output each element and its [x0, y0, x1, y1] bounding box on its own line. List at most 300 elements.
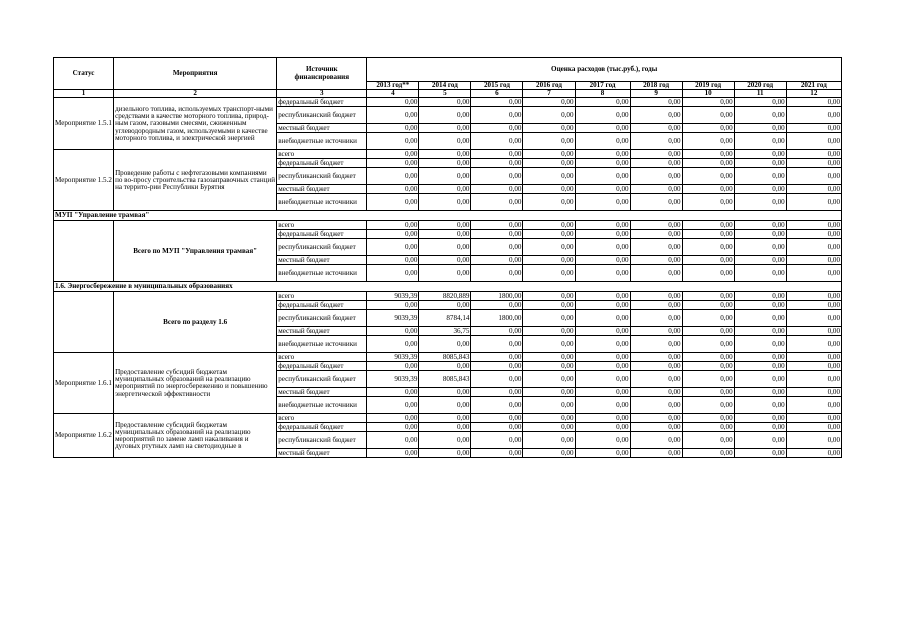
value-cell: 0,00	[575, 362, 630, 371]
value-cell: 0,00	[575, 159, 630, 168]
value-cell: 0,00	[523, 414, 575, 423]
value-cell: 0,00	[523, 124, 575, 133]
value-cell: 0,00	[630, 336, 682, 353]
value-cell: 0,00	[682, 107, 734, 124]
value-cell: 0,00	[734, 388, 786, 397]
value-cell: 0,00	[630, 98, 682, 107]
value-cell: 0,00	[630, 371, 682, 388]
value-cell: 0,00	[786, 310, 841, 327]
value-cell: 0,00	[630, 397, 682, 414]
value-cell: 0,00	[367, 265, 419, 282]
value-cell: 0,00	[682, 414, 734, 423]
value-cell: 0,00	[630, 327, 682, 336]
value-cell: 0,00	[471, 397, 523, 414]
value-cell: 0,00	[575, 327, 630, 336]
table-row	[54, 150, 842, 159]
value-cell: 0,00	[367, 159, 419, 168]
header-year: 2017 год	[575, 82, 630, 90]
activity-cell: дизельного топлива, используемых транспорт-ными средствами в качестве моторного топлива, природ-ным газом, газовыми смесями, сжиженным углеводородным газом, используемыми в качестве моторного топлива, и электрической энергией	[114, 98, 277, 150]
value-cell: 0,00	[575, 150, 630, 159]
value-cell: 0,00	[734, 310, 786, 327]
value-cell: 0,00	[682, 353, 734, 362]
value-cell: 0,00	[367, 301, 419, 310]
source-cell: местный бюджет	[277, 449, 367, 458]
value-cell: 0,00	[575, 336, 630, 353]
value-cell: 0,00	[786, 327, 841, 336]
value-cell: 0,00	[734, 239, 786, 256]
value-cell: 0,00	[419, 388, 471, 397]
value-cell: 0,00	[630, 221, 682, 230]
value-cell: 0,00	[575, 168, 630, 185]
value-cell: 0,00	[575, 292, 630, 301]
value-cell: 0,00	[523, 327, 575, 336]
value-cell: 0,00	[682, 310, 734, 327]
value-cell: 0,00	[471, 414, 523, 423]
source-cell: федеральный бюджет	[277, 301, 367, 310]
value-cell: 0,00	[575, 98, 630, 107]
value-cell: 0,00	[367, 327, 419, 336]
value-cell: 0,00	[471, 256, 523, 265]
value-cell: 0,00	[786, 336, 841, 353]
value-cell: 0,00	[630, 423, 682, 432]
value-cell: 0,00	[523, 449, 575, 458]
column-index: 5	[419, 90, 471, 98]
value-cell: 0,00	[575, 423, 630, 432]
value-cell: 0,00	[367, 423, 419, 432]
value-cell: 0,00	[471, 336, 523, 353]
source-cell: внебюджетные источники	[277, 194, 367, 211]
value-cell: 0,00	[367, 388, 419, 397]
value-cell: 0,00	[419, 301, 471, 310]
value-cell: 0,00	[630, 362, 682, 371]
source-cell: всего	[277, 414, 367, 423]
value-cell: 0,00	[630, 265, 682, 282]
value-cell: 0,00	[682, 292, 734, 301]
value-cell: 0,00	[630, 159, 682, 168]
budget-table	[53, 57, 842, 458]
value-cell: 0,00	[682, 336, 734, 353]
value-cell: 0,00	[419, 98, 471, 107]
source-cell: федеральный бюджет	[277, 230, 367, 239]
value-cell: 0,00	[630, 310, 682, 327]
column-index: 2	[114, 90, 277, 98]
value-cell: 0,00	[682, 230, 734, 239]
value-cell: 0,00	[786, 150, 841, 159]
source-cell: внебюджетные источники	[277, 397, 367, 414]
value-cell: 0,00	[630, 239, 682, 256]
value-cell: 0,00	[630, 301, 682, 310]
value-cell: 0,00	[630, 449, 682, 458]
value-cell: 0,00	[471, 221, 523, 230]
value-cell: 0,00	[471, 327, 523, 336]
value-cell: 0,00	[734, 449, 786, 458]
value-cell: 0,00	[786, 159, 841, 168]
value-cell: 0,00	[523, 265, 575, 282]
value-cell: 0,00	[786, 414, 841, 423]
column-index: 11	[734, 90, 786, 98]
value-cell: 0,00	[367, 397, 419, 414]
value-cell: 0,00	[367, 185, 419, 194]
header-source: Источник финансирования	[277, 58, 367, 90]
source-cell: местный бюджет	[277, 388, 367, 397]
source-cell: республиканский бюджет	[277, 107, 367, 124]
value-cell: 0,00	[523, 239, 575, 256]
value-cell: 0,00	[682, 239, 734, 256]
header-activity: Мероприятия	[114, 58, 277, 90]
table-row	[54, 221, 842, 230]
value-cell: 0,00	[734, 194, 786, 211]
value-cell: 0,00	[786, 230, 841, 239]
value-cell: 0,00	[734, 168, 786, 185]
value-cell: 0,00	[786, 292, 841, 301]
source-cell: всего	[277, 292, 367, 301]
value-cell: 0,00	[682, 168, 734, 185]
value-cell: 0,00	[734, 185, 786, 194]
value-cell: 0,00	[419, 159, 471, 168]
value-cell: 0,00	[682, 327, 734, 336]
value-cell: 0,00	[419, 185, 471, 194]
value-cell: 0,00	[786, 107, 841, 124]
value-cell: 0,00	[471, 432, 523, 449]
value-cell: 0,00	[419, 423, 471, 432]
value-cell: 0,00	[367, 107, 419, 124]
value-cell: 0,00	[734, 327, 786, 336]
value-cell: 0,00	[734, 150, 786, 159]
value-cell: 0,00	[523, 423, 575, 432]
value-cell: 0,00	[471, 449, 523, 458]
value-cell: 0,00	[630, 133, 682, 150]
table-row	[54, 98, 842, 107]
value-cell: 0,00	[575, 388, 630, 397]
activity-cell: Всего по МУП "Управления трамвая"	[114, 221, 277, 282]
value-cell: 0,00	[682, 423, 734, 432]
value-cell: 0,00	[523, 432, 575, 449]
value-cell: 0,00	[471, 301, 523, 310]
value-cell: 36,75	[419, 327, 471, 336]
value-cell: 0,00	[682, 388, 734, 397]
value-cell: 0,00	[523, 310, 575, 327]
column-index: 7	[523, 90, 575, 98]
value-cell: 0,00	[682, 265, 734, 282]
value-cell: 0,00	[471, 98, 523, 107]
value-cell: 0,00	[786, 239, 841, 256]
value-cell: 0,00	[419, 362, 471, 371]
source-cell: республиканский бюджет	[277, 371, 367, 388]
value-cell: 0,00	[471, 150, 523, 159]
value-cell: 0,00	[419, 432, 471, 449]
value-cell: 0,00	[734, 397, 786, 414]
value-cell: 0,00	[575, 133, 630, 150]
section-row	[54, 211, 842, 221]
table-row	[54, 353, 842, 362]
value-cell: 1800,00	[471, 310, 523, 327]
value-cell: 0,00	[734, 336, 786, 353]
value-cell: 0,00	[523, 397, 575, 414]
activity-cell: Проведение работы с нефтегазовыми компаниями по во-просу строительства газозаправочных станций на террито-рии Республики Бурятия	[114, 150, 277, 211]
source-cell: федеральный бюджет	[277, 98, 367, 107]
header-year: 2021 год	[786, 82, 841, 90]
value-cell: 0,00	[786, 98, 841, 107]
header-year: 2016 год	[523, 82, 575, 90]
value-cell: 0,00	[734, 98, 786, 107]
value-cell: 0,00	[367, 336, 419, 353]
value-cell: 0,00	[786, 432, 841, 449]
value-cell: 0,00	[523, 150, 575, 159]
source-cell: всего	[277, 353, 367, 362]
value-cell: 9039,39	[367, 292, 419, 301]
value-cell: 0,00	[734, 230, 786, 239]
value-cell: 0,00	[575, 397, 630, 414]
value-cell: 0,00	[682, 133, 734, 150]
value-cell: 0,00	[419, 194, 471, 211]
value-cell: 0,00	[734, 292, 786, 301]
value-cell: 0,00	[734, 353, 786, 362]
source-cell: федеральный бюджет	[277, 362, 367, 371]
value-cell: 0,00	[367, 168, 419, 185]
value-cell: 0,00	[630, 230, 682, 239]
header-year: 2018 год	[630, 82, 682, 90]
value-cell: 0,00	[471, 194, 523, 211]
value-cell: 0,00	[786, 133, 841, 150]
value-cell: 0,00	[523, 107, 575, 124]
value-cell: 0,00	[419, 256, 471, 265]
value-cell: 0,00	[575, 414, 630, 423]
value-cell: 0,00	[523, 133, 575, 150]
value-cell: 0,00	[734, 221, 786, 230]
value-cell: 8085,843	[419, 371, 471, 388]
budget-table-sheet	[53, 57, 842, 458]
source-cell: внебюджетные источники	[277, 265, 367, 282]
value-cell: 0,00	[786, 397, 841, 414]
source-cell: местный бюджет	[277, 256, 367, 265]
value-cell: 9039,39	[367, 310, 419, 327]
value-cell: 0,00	[630, 194, 682, 211]
value-cell: 0,00	[575, 353, 630, 362]
header-year: 2014 год	[419, 82, 471, 90]
table-row	[54, 414, 842, 423]
value-cell: 0,00	[471, 239, 523, 256]
value-cell: 0,00	[682, 159, 734, 168]
value-cell: 0,00	[630, 388, 682, 397]
value-cell: 0,00	[367, 414, 419, 423]
value-cell: 0,00	[630, 353, 682, 362]
value-cell: 0,00	[367, 194, 419, 211]
value-cell: 0,00	[734, 301, 786, 310]
value-cell: 0,00	[786, 185, 841, 194]
value-cell: 0,00	[734, 423, 786, 432]
column-index: 12	[786, 90, 841, 98]
value-cell: 0,00	[367, 239, 419, 256]
value-cell: 0,00	[575, 301, 630, 310]
value-cell: 0,00	[575, 230, 630, 239]
value-cell: 0,00	[734, 371, 786, 388]
section-title: 1.6. Энергосбережение в муниципальных образованиях	[54, 282, 842, 292]
value-cell: 8085,843	[419, 353, 471, 362]
value-cell: 0,00	[682, 194, 734, 211]
value-cell: 0,00	[734, 265, 786, 282]
value-cell: 0,00	[682, 98, 734, 107]
value-cell: 0,00	[471, 185, 523, 194]
value-cell: 0,00	[419, 124, 471, 133]
value-cell: 0,00	[575, 185, 630, 194]
value-cell: 0,00	[419, 336, 471, 353]
value-cell: 0,00	[523, 256, 575, 265]
value-cell: 0,00	[682, 362, 734, 371]
value-cell: 0,00	[734, 124, 786, 133]
value-cell: 0,00	[419, 239, 471, 256]
column-index: 9	[630, 90, 682, 98]
value-cell: 0,00	[523, 230, 575, 239]
value-cell: 0,00	[523, 194, 575, 211]
value-cell: 0,00	[523, 159, 575, 168]
value-cell: 0,00	[786, 168, 841, 185]
value-cell: 0,00	[682, 449, 734, 458]
value-cell: 0,00	[630, 150, 682, 159]
value-cell: 0,00	[734, 107, 786, 124]
value-cell: 0,00	[786, 388, 841, 397]
value-cell: 0,00	[471, 265, 523, 282]
source-cell: федеральный бюджет	[277, 423, 367, 432]
value-cell: 0,00	[419, 265, 471, 282]
value-cell: 0,00	[367, 256, 419, 265]
source-cell: местный бюджет	[277, 327, 367, 336]
value-cell: 0,00	[419, 230, 471, 239]
value-cell: 0,00	[367, 221, 419, 230]
status-cell	[54, 221, 114, 282]
value-cell: 1800,00	[471, 292, 523, 301]
status-cell: Мероприятие 1.5.2	[54, 150, 114, 211]
column-index: 8	[575, 90, 630, 98]
source-cell: республиканский бюджет	[277, 239, 367, 256]
value-cell: 0,00	[682, 371, 734, 388]
value-cell: 0,00	[471, 388, 523, 397]
source-cell: республиканский бюджет	[277, 432, 367, 449]
value-cell: 0,00	[575, 256, 630, 265]
value-cell: 0,00	[630, 107, 682, 124]
value-cell: 0,00	[367, 124, 419, 133]
value-cell: 0,00	[682, 221, 734, 230]
value-cell: 9039,39	[367, 353, 419, 362]
value-cell: 0,00	[575, 239, 630, 256]
value-cell: 0,00	[419, 168, 471, 185]
source-cell: республиканский бюджет	[277, 168, 367, 185]
activity-cell: Всего по разделу 1.6	[114, 292, 277, 353]
value-cell: 0,00	[523, 98, 575, 107]
source-cell: местный бюджет	[277, 124, 367, 133]
status-cell: Мероприятие 1.6.1	[54, 353, 114, 414]
value-cell: 0,00	[419, 221, 471, 230]
status-cell	[54, 292, 114, 353]
value-cell: 9039,39	[367, 371, 419, 388]
value-cell: 0,00	[575, 449, 630, 458]
value-cell: 0,00	[682, 124, 734, 133]
value-cell: 0,00	[786, 221, 841, 230]
value-cell: 0,00	[682, 397, 734, 414]
value-cell: 0,00	[471, 362, 523, 371]
value-cell: 0,00	[471, 423, 523, 432]
value-cell: 0,00	[630, 432, 682, 449]
header-status: Статус	[54, 58, 114, 90]
value-cell: 0,00	[471, 124, 523, 133]
value-cell: 0,00	[471, 371, 523, 388]
header-estimate: Оценка расходов (тыс.руб.), годы	[367, 58, 842, 82]
column-index: 1	[54, 90, 114, 98]
header-year: 2020 год	[734, 82, 786, 90]
value-cell: 8784,14	[419, 310, 471, 327]
value-cell: 0,00	[786, 301, 841, 310]
table-row	[54, 292, 842, 301]
value-cell: 0,00	[523, 362, 575, 371]
value-cell: 0,00	[419, 414, 471, 423]
value-cell: 0,00	[367, 98, 419, 107]
value-cell: 0,00	[734, 159, 786, 168]
value-cell: 0,00	[734, 414, 786, 423]
value-cell: 0,00	[786, 371, 841, 388]
value-cell: 0,00	[575, 124, 630, 133]
value-cell: 0,00	[575, 221, 630, 230]
value-cell: 0,00	[523, 185, 575, 194]
value-cell: 0,00	[786, 423, 841, 432]
value-cell: 0,00	[734, 133, 786, 150]
column-index: 10	[682, 90, 734, 98]
value-cell: 0,00	[367, 133, 419, 150]
value-cell: 0,00	[630, 292, 682, 301]
value-cell: 0,00	[786, 256, 841, 265]
value-cell: 0,00	[630, 124, 682, 133]
value-cell: 0,00	[786, 449, 841, 458]
source-cell: внебюджетные источники	[277, 133, 367, 150]
value-cell: 0,00	[419, 397, 471, 414]
value-cell: 0,00	[367, 362, 419, 371]
value-cell: 0,00	[682, 301, 734, 310]
value-cell: 0,00	[575, 107, 630, 124]
value-cell: 0,00	[367, 230, 419, 239]
value-cell: 0,00	[734, 256, 786, 265]
value-cell: 0,00	[419, 150, 471, 159]
value-cell: 0,00	[786, 265, 841, 282]
value-cell: 0,00	[786, 353, 841, 362]
header-year: 2019 год	[682, 82, 734, 90]
source-cell: местный бюджет	[277, 185, 367, 194]
value-cell: 0,00	[786, 124, 841, 133]
activity-cell: Предоставление субсидий бюджетам муниципальных образований на реализацию мероприятий по энергосбережению и повышению энергетической эффективности	[114, 353, 277, 414]
value-cell: 0,00	[630, 256, 682, 265]
header-year: 2013 год**	[367, 82, 419, 90]
source-cell: внебюджетные источники	[277, 336, 367, 353]
column-index: 6	[471, 90, 523, 98]
status-cell: Мероприятие 1.5.1	[54, 98, 114, 150]
value-cell: 0,00	[367, 449, 419, 458]
value-cell: 0,00	[575, 194, 630, 211]
value-cell: 0,00	[630, 414, 682, 423]
value-cell: 0,00	[575, 371, 630, 388]
value-cell: 0,00	[471, 230, 523, 239]
value-cell: 0,00	[471, 159, 523, 168]
value-cell: 0,00	[471, 107, 523, 124]
value-cell: 0,00	[367, 150, 419, 159]
value-cell: 0,00	[734, 432, 786, 449]
value-cell: 0,00	[471, 168, 523, 185]
value-cell: 0,00	[682, 256, 734, 265]
value-cell: 0,00	[523, 168, 575, 185]
value-cell: 0,00	[419, 107, 471, 124]
value-cell: 0,00	[367, 432, 419, 449]
header-year: 2015 год	[471, 82, 523, 90]
column-index: 3	[277, 90, 367, 98]
value-cell: 0,00	[523, 353, 575, 362]
value-cell: 0,00	[734, 362, 786, 371]
value-cell: 0,00	[575, 432, 630, 449]
